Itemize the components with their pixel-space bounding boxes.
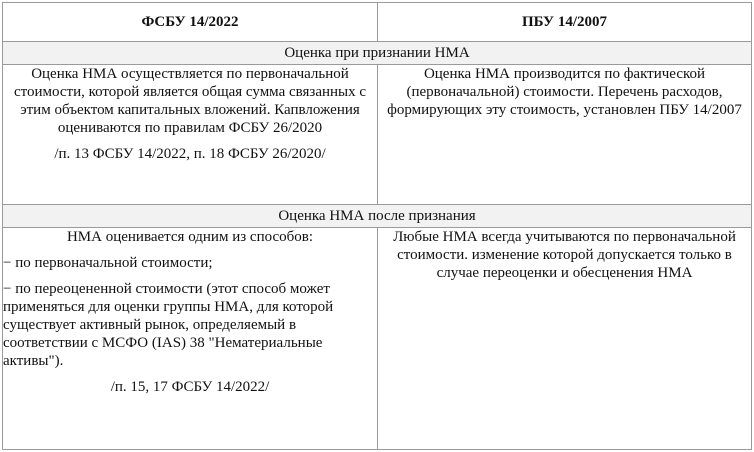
cell-fsbu-initial	[3, 65, 378, 205]
pbu-after-text: Любые НМА всегда учитываются по первоначальной стоимости. изменение которой допускается только в случае переоценки и обесценения НМА	[393, 229, 736, 281]
table-row	[3, 228, 752, 450]
header-fsbu: ФСБУ 14/2022	[3, 3, 378, 42]
comparison-table	[2, 2, 752, 450]
cell-pbu-initial	[378, 65, 752, 205]
section-row	[3, 205, 752, 228]
section-title-after-recognition: Оценка НМА после признания	[3, 205, 752, 228]
header-row	[3, 3, 752, 42]
fsbu-initial-text: Оценка НМА осуществляется по первоначальной стоимости, которой является общая сумма связанных с этим объектом капитальных вложений. Капвложения оцениваются по правилам ФСБУ 26/2020	[13, 66, 367, 136]
table-row	[3, 65, 752, 205]
section-row	[3, 42, 752, 65]
fsbu-after-reference: /п. 15, 17 ФСБУ 14/2022/	[110, 379, 270, 395]
section-title-initial-recognition: Оценка при признании НМА	[3, 42, 752, 65]
pbu-initial-text: Оценка НМА производится по фактической (первоначальной) стоимости. Перечень расходов, формирующих эту стоимость, установлен ПБУ 14/2007	[387, 66, 742, 118]
fsbu-initial-reference: /п. 13 ФСБУ 14/2022, п. 18 ФСБУ 26/2020/	[54, 146, 326, 162]
cell-fsbu-after	[3, 228, 378, 450]
header-pbu: ПБУ 14/2007	[378, 3, 752, 42]
fsbu-after-option-2: − по переоцененной стоимости (этот способ может применяться для оценки группы НМА, для которой существует активный рынок, определяемый в соответствии с МСФО (IAS) 38 "Нематериальные активы").	[3, 281, 334, 369]
cell-pbu-after	[378, 228, 752, 450]
fsbu-after-option-1: − по первоначальной стоимости;	[3, 255, 213, 271]
fsbu-after-intro: НМА оценивается одним из способов:	[66, 229, 314, 245]
